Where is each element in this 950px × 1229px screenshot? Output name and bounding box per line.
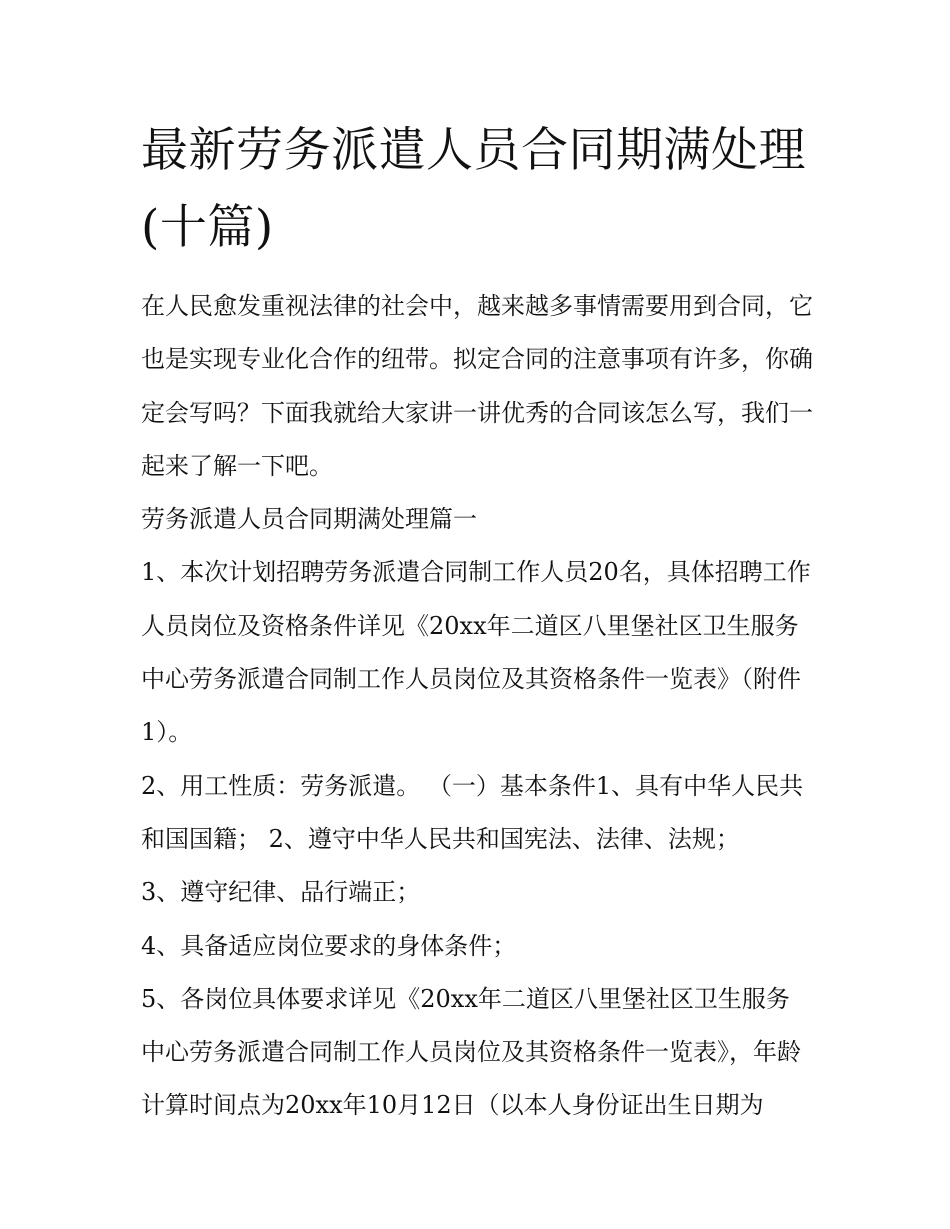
document-title: 最新劳务派遣人员合同期满处理(十篇): [141, 123, 806, 255]
list-item: 1、本次计划招聘劳务派遣合同制工作人员20名，具体招聘工作人员岗位及资格条件详见《20xx年二道区八里堡社区卫生服务中心劳务派遣合同制工作人员岗位及其资格条件一览表》（附件1）。: [141, 558, 811, 747]
intro-paragraph: 在人民愈发重视法律的社会中，越来越多事情需要用到合同，它也是实现专业化合作的纽带。拟定合同的注意事项有许多，你确定会写吗？下面我就给大家讲一讲优秀的合同该怎么写，我们一起来了解一下吧。: [141, 292, 813, 480]
list-item: 2、用工性质：劳务派遣。 （一）基本条件1、具有中华人民共和国国籍； 2、遵守中华人民共和国宪法、法律、法规；: [141, 771, 804, 853]
list-item: 4、具备适应岗位要求的身体条件；: [141, 931, 517, 960]
section-heading: 劳务派遣人员合同期满处理篇一: [141, 505, 477, 534]
list-item: 5、各岗位具体要求详见《20xx年二道区八里堡社区卫生服务中心劳务派遣合同制工作人员岗位及其资格条件一览表》，年龄计算时间点为20xx年10月12日（以本人身份证出生日期为: [141, 984, 801, 1120]
list-item: 3、遵守纪律、品行端正；: [141, 878, 421, 907]
document-body: [141, 280, 813, 1133]
